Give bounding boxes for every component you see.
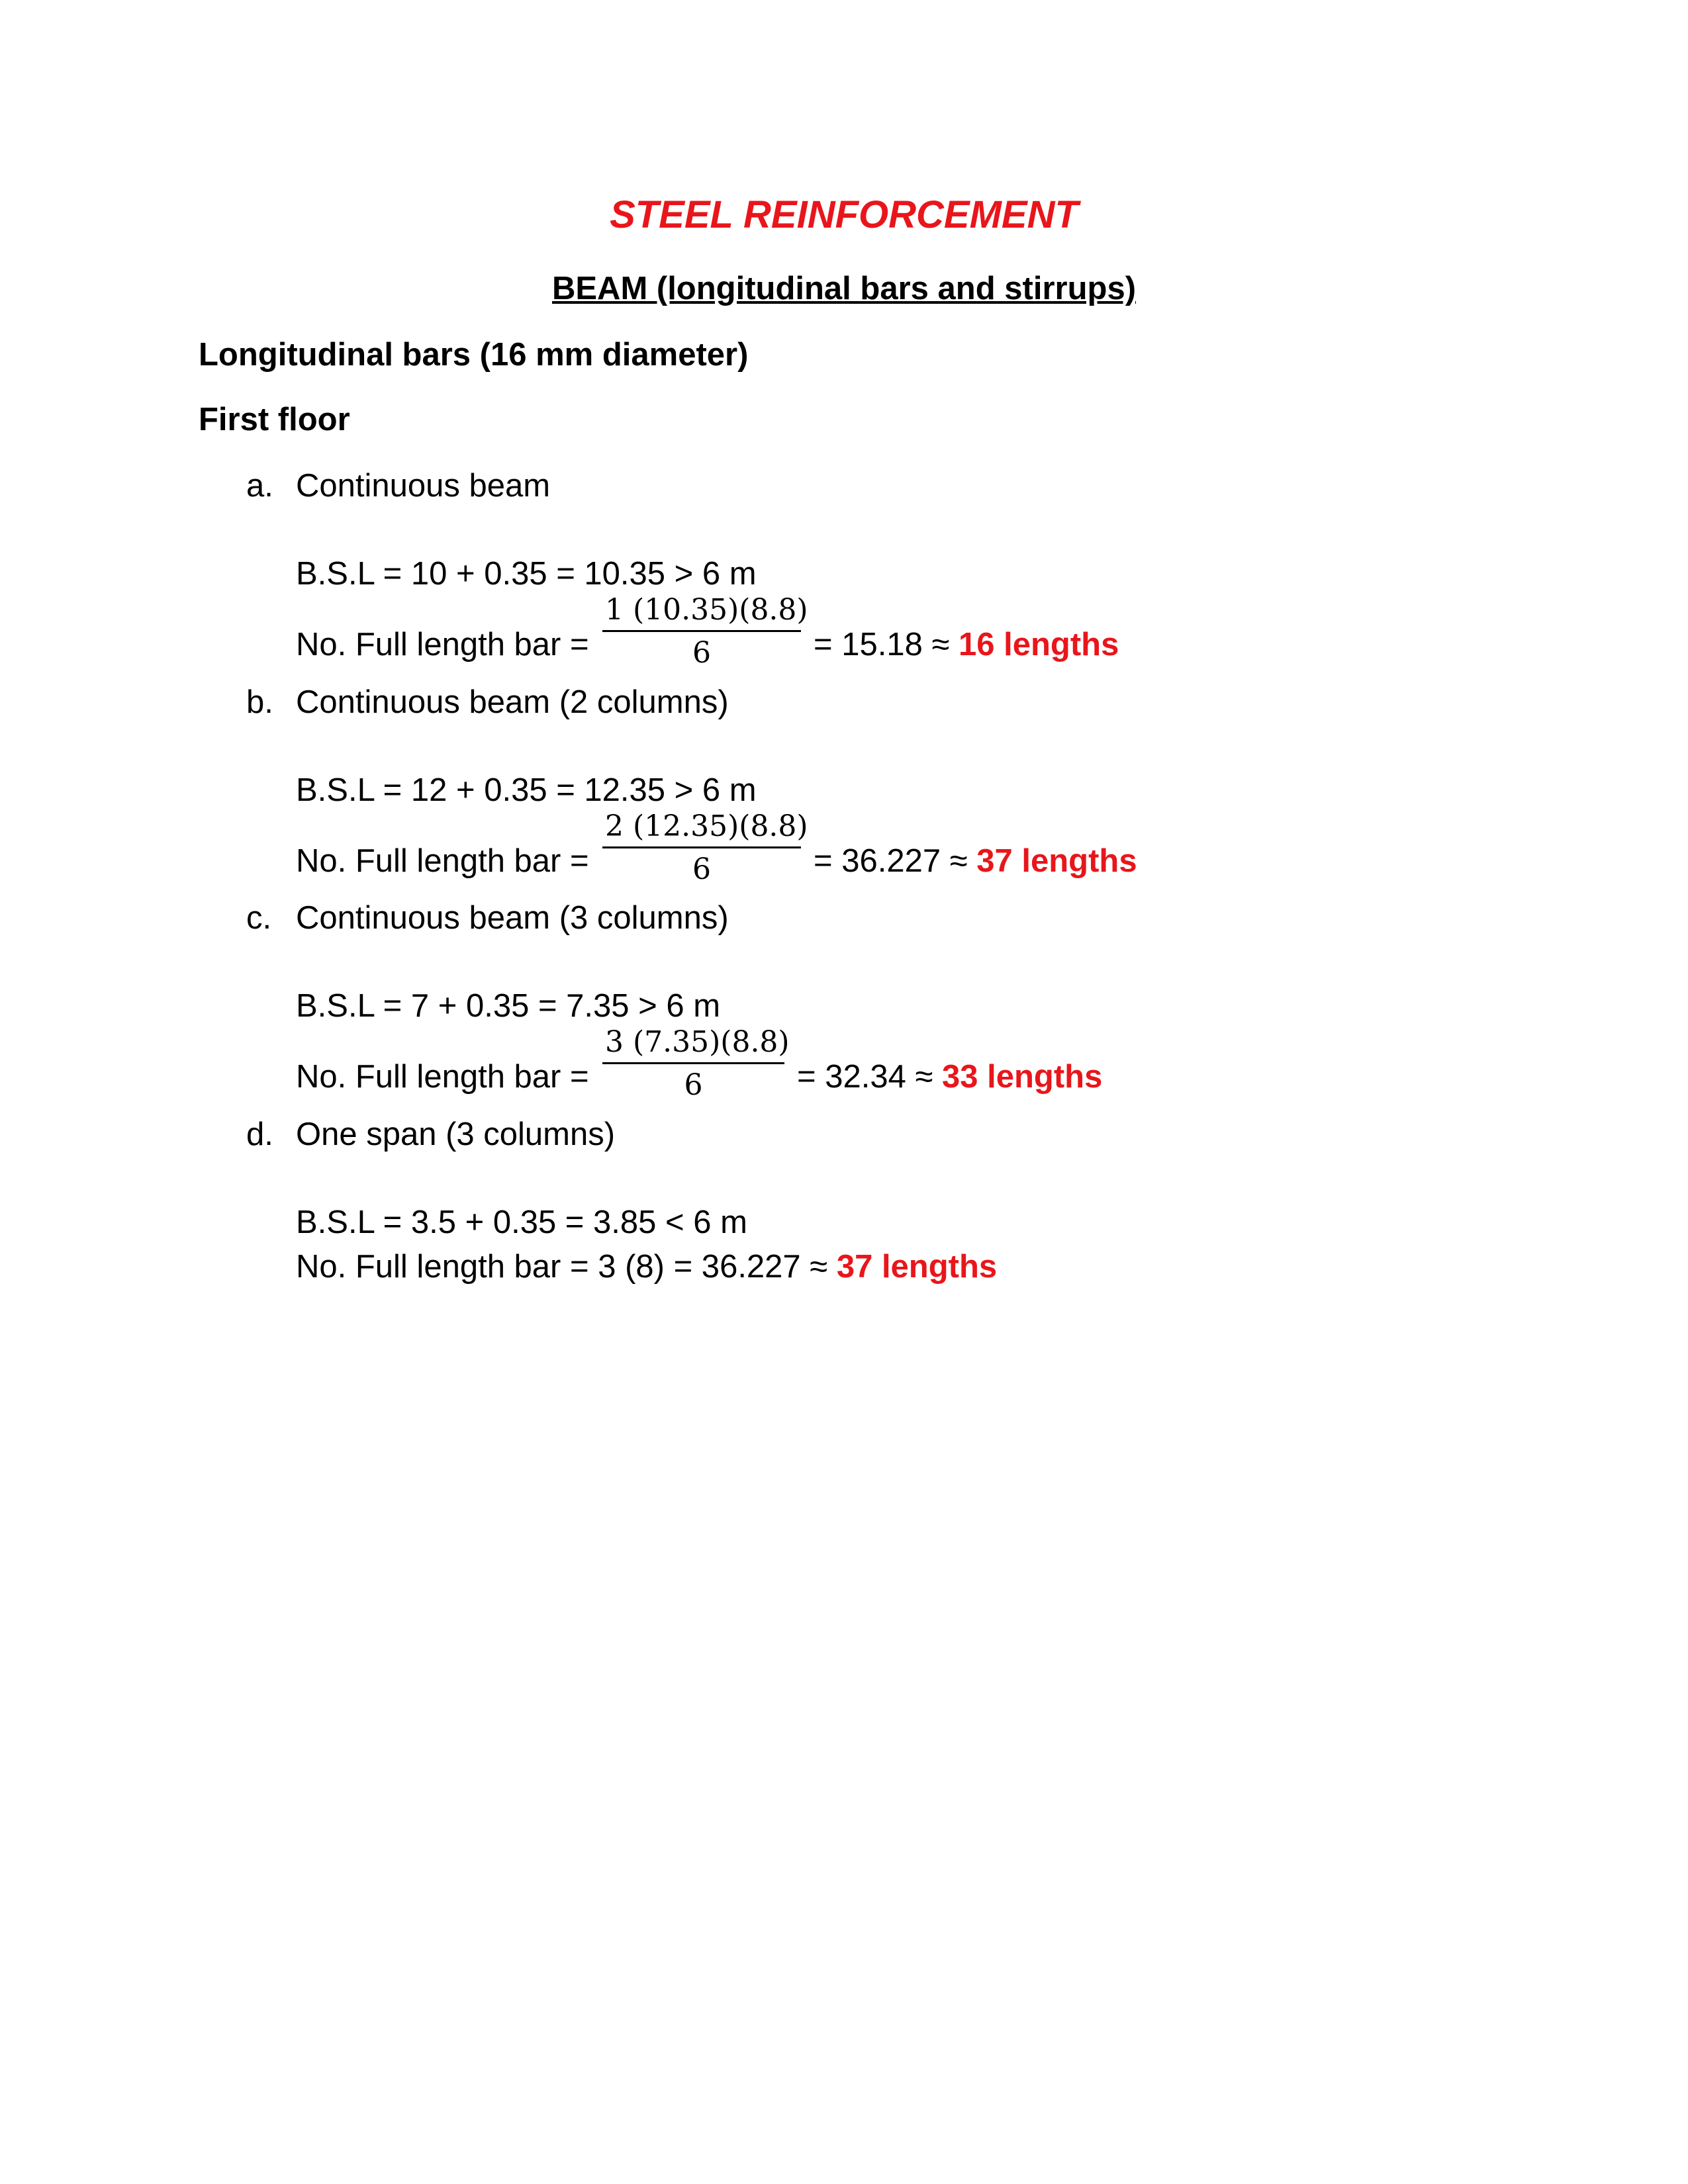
bsl-line: B.S.L = 10 + 0.35 = 10.35 > 6 m xyxy=(296,556,757,592)
list-marker: b. xyxy=(246,684,273,720)
answer-highlight: 33 lengths xyxy=(941,1059,1103,1095)
calc-result xyxy=(814,845,1137,878)
calc-label: No. Full length bar = xyxy=(296,627,589,662)
list-marker: c. xyxy=(246,900,272,936)
result-value: = 36.227 ≈ xyxy=(814,843,968,879)
fraction-numerator: 1 (10.35)(8.8) xyxy=(605,593,808,627)
fraction-numerator: 2 (12.35)(8.8) xyxy=(605,809,808,843)
answer-highlight: 16 lengths xyxy=(958,627,1119,662)
calc-text: No. Full length bar = 3 (8) = 36.227 ≈ xyxy=(296,1249,828,1285)
calc-label: No. Full length bar = xyxy=(296,843,589,879)
bar-count-calc xyxy=(296,1251,997,1283)
answer-highlight: 37 lengths xyxy=(976,843,1137,879)
list-marker: a. xyxy=(246,468,273,504)
result-value: = 15.18 ≈ xyxy=(814,627,950,662)
document-title: STEEL REINFORCEMENT xyxy=(610,193,1078,236)
list-item-label: Continuous beam (2 columns) xyxy=(296,684,729,720)
fraction-bar xyxy=(602,630,801,632)
bsl-line: B.S.L = 12 + 0.35 = 12.35 > 6 m xyxy=(296,772,757,808)
list-item-label: One span (3 columns) xyxy=(296,1116,616,1152)
section-heading: Longitudinal bars (16 mm diameter) xyxy=(199,337,749,373)
bsl-line: B.S.L = 7 + 0.35 = 7.35 > 6 m xyxy=(296,988,721,1024)
fraction-numerator: 3 (7.35)(8.8) xyxy=(605,1025,790,1059)
fraction-denominator: 6 xyxy=(692,852,711,886)
fraction-bar xyxy=(602,846,801,848)
fraction-bar xyxy=(602,1062,784,1064)
list-item-label: Continuous beam xyxy=(296,468,551,504)
list-item-label: Continuous beam (3 columns) xyxy=(296,900,729,936)
calc-label: No. Full length bar = xyxy=(296,1059,589,1095)
bsl-line: B.S.L = 3.5 + 0.35 = 3.85 < 6 m xyxy=(296,1205,747,1240)
fraction xyxy=(602,593,808,670)
fraction xyxy=(602,809,808,886)
fraction-denominator: 6 xyxy=(684,1068,703,1102)
calc-result xyxy=(814,629,1119,661)
fraction xyxy=(602,1025,790,1102)
floor-heading: First floor xyxy=(199,402,350,437)
result-value: = 32.34 ≈ xyxy=(797,1059,933,1095)
fraction-denominator: 6 xyxy=(692,636,711,670)
calc-result xyxy=(797,1061,1102,1093)
section-subtitle: BEAM (longitudinal bars and stirrups) xyxy=(551,271,1137,306)
list-marker: d. xyxy=(246,1116,273,1152)
answer-highlight: 37 lengths xyxy=(836,1249,998,1285)
